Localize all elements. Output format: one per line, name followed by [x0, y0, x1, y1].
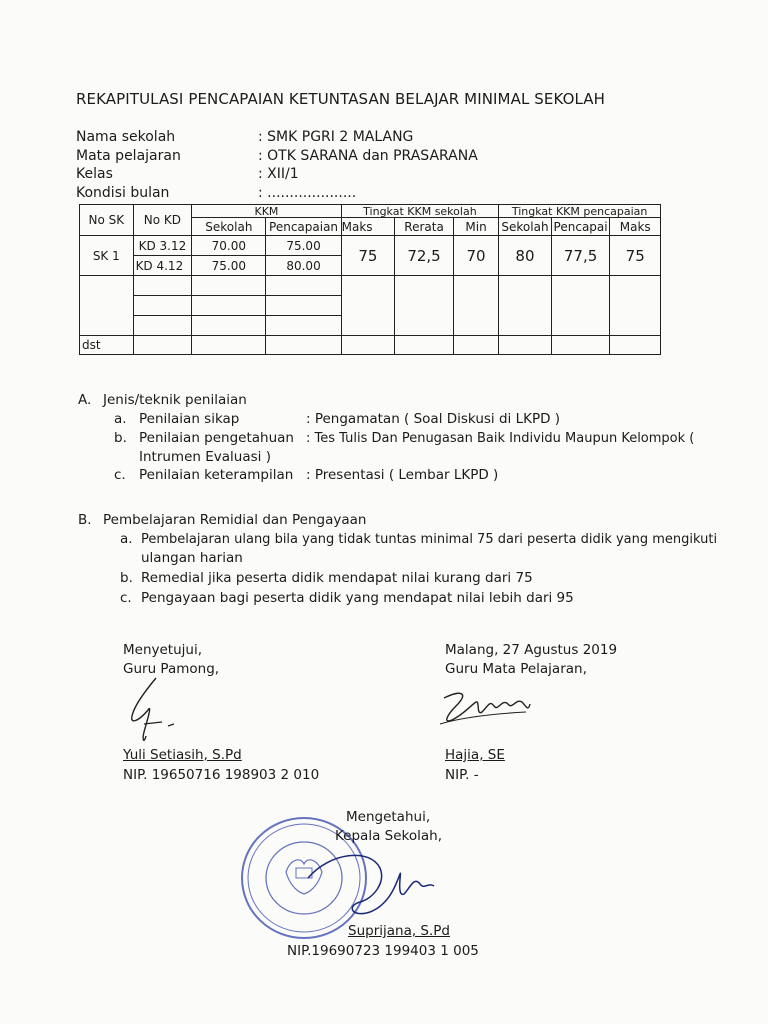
left-signature-image — [118, 672, 198, 752]
cell-empty — [551, 276, 610, 336]
section-b-marker: B. — [78, 512, 92, 528]
cell-ts-min: 70 — [453, 236, 498, 276]
header-no-kd: No KD — [133, 205, 192, 236]
cell-empty — [266, 276, 341, 296]
center-signer-name: Suprijana, S.Pd — [348, 923, 451, 939]
cell-empty — [133, 296, 192, 316]
cell-ts-rerata: 72,5 — [395, 236, 454, 276]
info-row-class — [76, 165, 478, 184]
info-label: Mata pelajaran — [76, 147, 181, 164]
item-text: Pengayaan bagi peserta didik yang mendapat nilai lebih dari 95 — [141, 590, 574, 606]
left-sign-line2: Guru Pamong, — [123, 661, 220, 677]
cell-empty — [192, 296, 266, 316]
cell-empty — [192, 276, 266, 296]
cell-empty — [192, 316, 266, 336]
item-marker: c. — [120, 590, 132, 606]
cell-empty — [499, 336, 552, 355]
cell-empty — [395, 276, 454, 336]
item-label: Penilaian keterampilan — [139, 467, 294, 483]
cell-tp-maks: 75 — [610, 236, 661, 276]
info-row-subject — [76, 147, 478, 166]
cell-ts-maks: 75 — [341, 236, 395, 276]
table-row — [80, 236, 661, 256]
cell-kd: KD 4.12 — [133, 256, 192, 276]
document-title: REKAPITULASI PENCAPAIAN KETUNTASAN BELAJAR MINIMAL SEKOLAH — [76, 90, 606, 108]
item-value: : Presentasi ( Lembar LKPD ) — [306, 467, 499, 483]
cell-empty — [551, 336, 610, 355]
table-row-empty — [80, 276, 661, 296]
item-marker: b. — [114, 430, 127, 446]
recap-table — [79, 204, 661, 355]
cell-empty — [341, 276, 395, 336]
cell-tp-pencapai: 77,5 — [551, 236, 610, 276]
cell-empty — [453, 336, 498, 355]
info-label: Kondisi bulan — [76, 184, 170, 201]
cell-empty — [395, 336, 454, 355]
cell-empty — [610, 336, 661, 355]
info-value: : .................... — [258, 184, 357, 201]
cell-empty — [499, 276, 552, 336]
item-marker: b. — [120, 570, 133, 586]
right-signature-image — [430, 684, 540, 740]
center-signature-image — [300, 838, 440, 928]
info-block — [76, 128, 478, 202]
cell-empty — [610, 276, 661, 336]
header-kkm-sekolah: Sekolah — [192, 218, 266, 236]
section-b-heading: Pembelajaran Remidial dan Pengayaan — [103, 512, 367, 528]
cell-kd: KD 3.12 — [133, 236, 192, 256]
right-signer-nip: NIP. - — [445, 767, 479, 783]
info-row-month — [76, 184, 478, 203]
header-kkm: KKM — [192, 205, 341, 218]
header-kkm-pencapaian: Pencapaian — [266, 218, 341, 236]
table-header-row — [80, 205, 661, 218]
header-tingkat-sekolah: Tingkat KKM sekolah — [341, 205, 499, 218]
cell-kkm-pencapaian: 75.00 — [266, 236, 341, 256]
item-value-continued: Intrumen Evaluasi ) — [139, 449, 271, 465]
info-value: : OTK SARANA dan PRASARANA — [258, 147, 478, 164]
left-sign-line1: Menyetujui, — [123, 642, 203, 658]
cell-empty — [266, 296, 341, 316]
cell-empty — [266, 316, 341, 336]
item-marker: a. — [114, 411, 127, 427]
table-row-dst — [80, 336, 661, 355]
center-signer-nip: NIP.19690723 199403 1 005 — [287, 943, 479, 959]
header-tp-maks: Maks — [610, 218, 661, 236]
item-label: Penilaian sikap — [139, 411, 240, 427]
cell-empty — [453, 276, 498, 336]
item-text-continued: ulangan harian — [141, 550, 243, 566]
cell-kkm-pencapaian: 80.00 — [266, 256, 341, 276]
item-text: Remedial jika peserta didik mendapat nilai kurang dari 75 — [141, 570, 533, 586]
header-tp-sekolah: Sekolah — [499, 218, 552, 236]
info-value: : SMK PGRI 2 MALANG — [258, 129, 414, 145]
header-ts-min: Min — [453, 218, 498, 236]
header-tingkat-pencapaian: Tingkat KKM pencapaian — [499, 205, 661, 218]
cell-empty — [192, 336, 266, 355]
item-marker: c. — [114, 467, 126, 483]
cell-tp-sekolah: 80 — [499, 236, 552, 276]
left-signer-nip: NIP. 19650716 198903 2 010 — [123, 767, 320, 783]
info-value: : XII/1 — [258, 166, 299, 182]
item-value: : Pengamatan ( Soal Diskusi di LKPD ) — [306, 411, 561, 427]
cell-empty — [133, 336, 192, 355]
info-row-school — [76, 128, 478, 147]
cell-sk: SK 1 — [80, 236, 134, 276]
right-sign-line1: Malang, 27 Agustus 2019 — [445, 642, 618, 658]
cell-empty — [266, 336, 341, 355]
center-sign-line1: Mengetahui, — [346, 809, 431, 825]
cell-empty — [133, 276, 192, 296]
item-label: Penilaian pengetahuan — [139, 430, 294, 446]
item-text: Pembelajaran ulang bila yang tidak tuntas minimal 75 dari peserta didik yang mengikuti — [141, 532, 718, 547]
left-signer-name: Yuli Setiasih, S.Pd — [123, 747, 242, 763]
cell-empty — [133, 316, 192, 336]
header-ts-rerata: Rerata — [395, 218, 454, 236]
center-sign-line2: Kepala Sekolah, — [335, 828, 442, 844]
section-a-heading: Jenis/teknik penilaian — [103, 392, 247, 408]
header-no-sk: No SK — [80, 205, 134, 236]
right-sign-line2: Guru Mata Pelajaran, — [445, 661, 587, 677]
cell-empty — [341, 336, 395, 355]
section-a-marker: A. — [78, 392, 92, 408]
right-signer-name: Hajia, SE — [445, 747, 505, 763]
info-label: Nama sekolah — [76, 129, 176, 145]
cell-empty — [80, 276, 134, 336]
cell-dst: dst — [80, 336, 134, 355]
item-value: : Tes Tulis Dan Penugasan Baik Individu Maupun Kelompok ( — [306, 431, 695, 446]
header-tp-pencapai: Pencapai — [551, 218, 610, 236]
cell-kkm-sekolah: 75.00 — [192, 256, 266, 276]
cell-kkm-sekolah: 70.00 — [192, 236, 266, 256]
item-marker: a. — [120, 531, 133, 547]
info-label: Kelas — [76, 166, 113, 182]
header-ts-maks: Maks — [341, 218, 395, 236]
